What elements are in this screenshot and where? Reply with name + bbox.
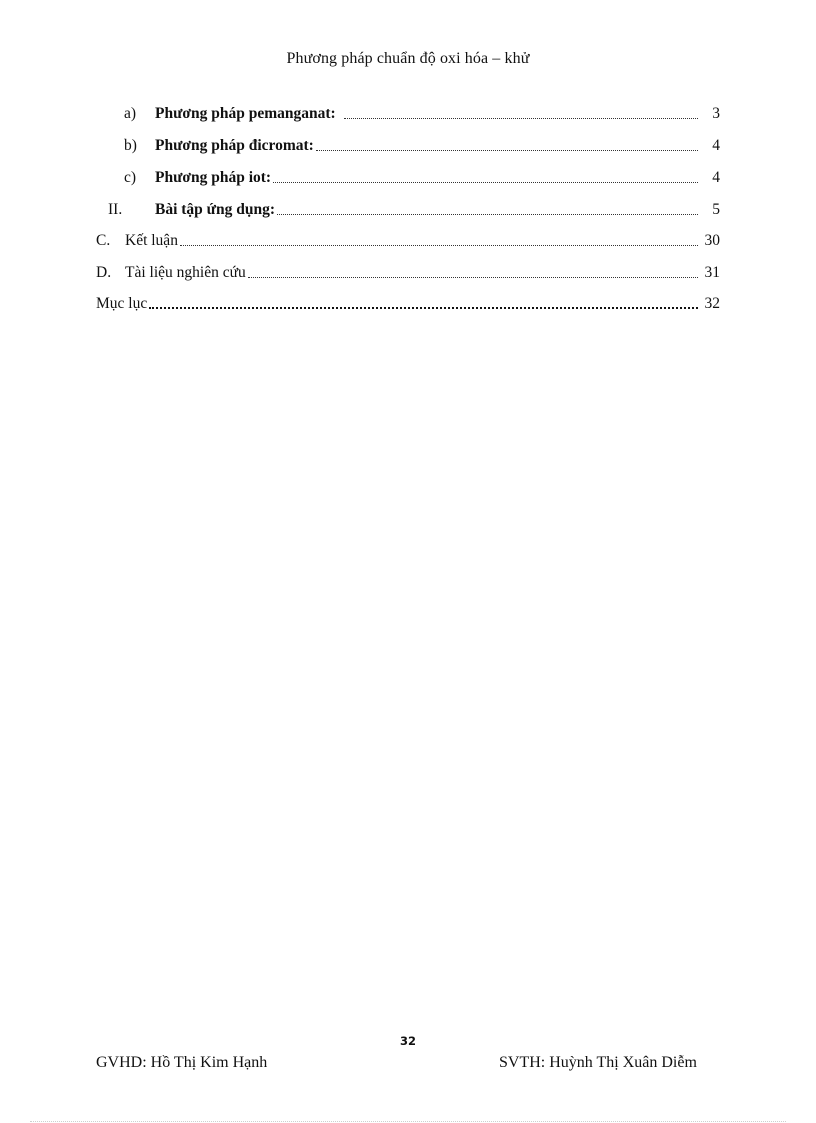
toc-entry-title: Phương pháp đicromat:	[155, 137, 314, 154]
toc-leader-dots	[248, 275, 698, 278]
toc-entry-title: Phương pháp pemanganat:	[155, 105, 336, 122]
toc-entry-number: c)	[124, 169, 137, 186]
page-bottom-divider	[30, 1121, 786, 1122]
toc-leader-dots	[277, 212, 698, 215]
footer-student: SVTH: Huỳnh Thị Xuân Diễm	[499, 1054, 697, 1071]
toc-entry-number: D.	[96, 264, 112, 281]
toc-entry-tai-lieu[interactable]	[96, 260, 720, 282]
toc-entry-title: Kết luận	[125, 232, 178, 249]
toc-entry-muc-luc[interactable]	[96, 291, 720, 313]
toc-entry-title: Mục lục	[96, 295, 148, 312]
toc-entry-page: 30	[704, 232, 720, 249]
toc-entry-page: 31	[704, 264, 720, 281]
page-header-title: Phương pháp chuẩn độ oxi hóa – khử	[286, 50, 530, 67]
toc-leader-dots	[344, 116, 698, 119]
toc-entry-ket-luan[interactable]	[96, 228, 720, 250]
toc-entry-iot[interactable]	[124, 165, 720, 187]
toc-entry-bai-tap[interactable]	[108, 197, 720, 219]
footer-instructor: GVHD: Hồ Thị Kim Hạnh	[96, 1054, 268, 1071]
toc-entry-number: C.	[96, 232, 111, 249]
toc-entry-page: 32	[704, 295, 720, 312]
toc-entry-page: 4	[712, 169, 720, 186]
toc-leader-dots	[316, 148, 698, 151]
toc-entry-title: Bài tập ứng dụng:	[155, 201, 275, 218]
toc-leader-dots	[149, 305, 698, 309]
toc-leader-dots	[273, 180, 698, 183]
toc-entry-page: 5	[712, 201, 720, 218]
toc-entry-dicromat[interactable]	[124, 133, 720, 155]
toc-leader-dots	[180, 243, 698, 246]
toc-entry-title: Phương pháp iot:	[155, 169, 272, 186]
toc-entry-page: 4	[712, 137, 720, 154]
toc-entry-number: a)	[124, 105, 137, 122]
toc-entry-title: Tài liệu nghiên cứu	[125, 264, 246, 281]
toc-entry-page: 3	[712, 105, 720, 122]
toc-entry-number: b)	[124, 137, 137, 154]
toc-entry-pemanganat[interactable]	[124, 101, 720, 123]
toc-entry-number: II.	[108, 201, 123, 218]
page-number: 32	[399, 1034, 416, 1048]
